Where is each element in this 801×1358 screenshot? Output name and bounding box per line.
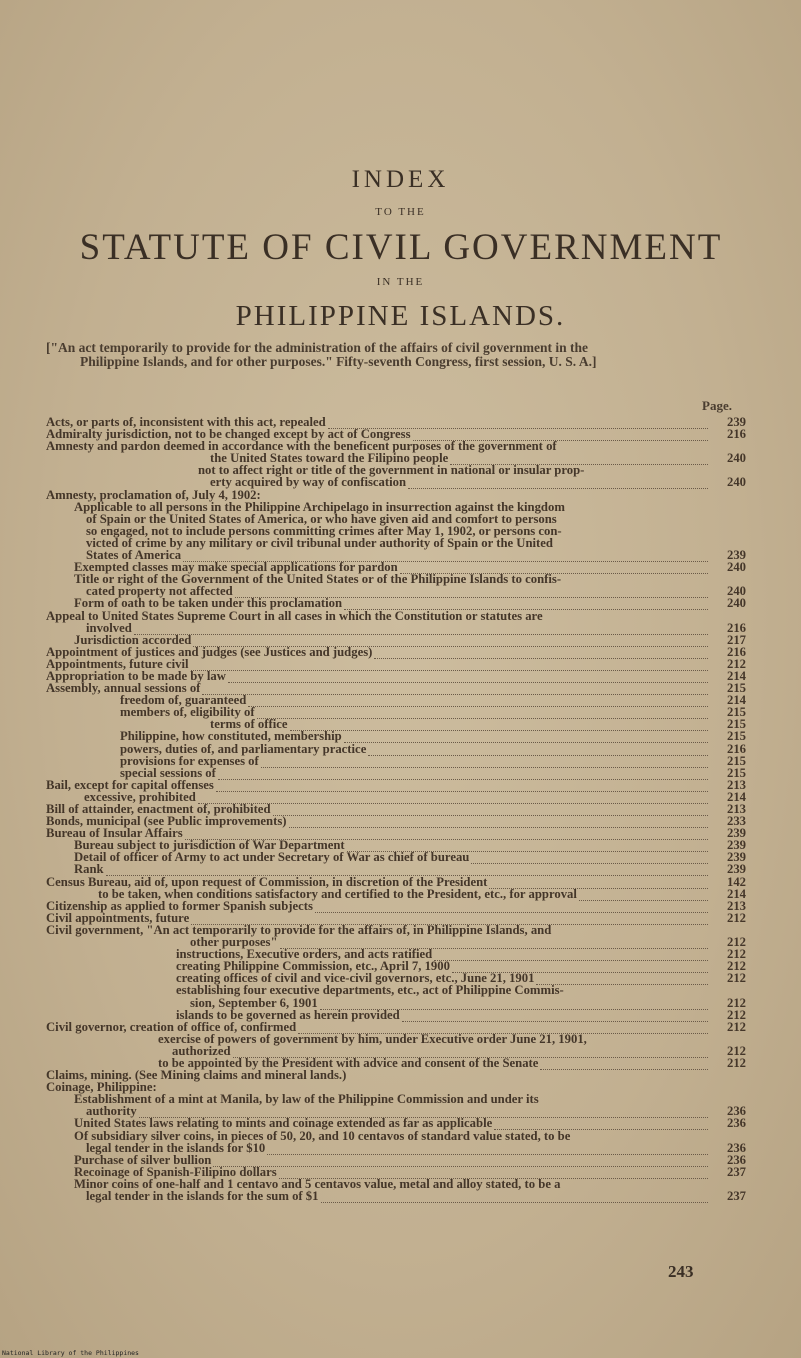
index-entry [46,984,746,996]
index-entry-text: of Spain or the United States of America, or who have given aid and comfort to persons [86,511,557,526]
index-entry-page: 212 [726,1019,746,1034]
index-entry-page: 215 [726,705,746,720]
index-entry [46,1033,746,1045]
subtitle-line-1: ["An act temporarily to provide for the administration of the affairs of civil government in the [46,340,589,355]
index-entry-text: to be appointed by the President with advice and consent of the Senate [158,1055,539,1070]
index-entry-page: 212 [726,971,746,986]
index-entry [46,597,746,609]
index-entry [46,851,746,863]
index-entry-page: 240 [726,451,746,466]
index-entry-page: 212 [726,1043,746,1058]
page-number: 243 [668,1262,694,1281]
index-entry-text: Detail of officer of Army to act under Secretary of War as chief of bureau [74,850,470,865]
act-subtitle [46,341,746,369]
index-entry [46,489,746,501]
index-entry [46,767,746,779]
index-entry [46,501,746,513]
index-entry-page: 215 [726,729,746,744]
index-entry [46,1009,746,1021]
index-entry-text: Applicable to all persons in the Philippine Archipelago in insurrection against the kingdom [74,499,565,514]
index-entry-text: sion, September 6, 1901 [190,995,318,1010]
index-entry-text: involved [86,620,132,635]
index-entry-text: creating Philippine Commission, etc., April 7, 1900 [176,959,450,974]
index-entry-page: 213 [726,802,746,816]
index-entry-page: 240 [726,560,746,575]
index-entry-text: Admiralty jurisdiction, not to be changed except by act of Congress [46,427,411,442]
index-entry-page: 212 [726,910,746,925]
index-entry [46,634,746,646]
dot-leader [134,622,708,635]
index-entry-page: 239 [726,838,746,853]
index-entry-page: 214 [726,886,746,901]
index-entry-text: powers, duties of, and parliamentary practice [120,741,367,756]
index-entry-page: 213 [726,898,746,913]
dot-leader [368,743,708,756]
index-entry-text: not to affect right or title of the government in national or insular prop- [198,463,585,478]
library-footer: National Library of the Philippines [2,1349,139,1357]
index-entry-page: 215 [726,717,746,732]
index-entry-text: Civil government, "An act temporarily to provide for the affairs of, in Philippine Islands, and [46,922,552,937]
index-entry-text: Purchase of silver bullion [74,1152,212,1167]
index-entry-text: Citizenship as applied to former Spanish subjects [46,898,313,913]
index-entry-page: 214 [726,693,746,708]
index-entry-page: 215 [726,681,746,696]
index-entry-text: cated property not affected [86,584,233,599]
index-entry-page: 239 [726,862,746,877]
index-entry [46,755,746,767]
dot-leader [289,815,708,828]
index-entry-page: 212 [726,935,746,950]
index-entry-page: 212 [726,1007,746,1022]
index-entry-page: 239 [726,415,746,429]
index-entry [46,1093,746,1105]
index-entry-text: Amnesty, proclamation of, July 4, 1902: [46,487,261,502]
index-entry [46,706,746,718]
index-entry-page: 216 [726,427,746,442]
index-entry-page: 236 [726,1116,746,1131]
index-entry-text: special sessions of [120,765,216,780]
dot-leader [579,888,708,901]
index-entry-page: 217 [726,632,746,647]
page-column-header: Page. [702,398,732,413]
index-entry-text: Acts, or parts of, inconsistent with this act, repealed [46,415,326,429]
index-entries [46,416,746,1202]
index-entry-page: 233 [726,814,746,829]
index-entry-text: Title or right of the Government of the United States or of the Philippine Islands to confis- [74,572,562,587]
dot-leader [228,670,708,683]
dot-leader [540,1057,708,1070]
index-entry [46,1021,746,1033]
dot-leader [218,767,708,780]
index-entry-text: legal tender in the islands for the sum of $1 [86,1189,319,1203]
philippine-islands-title: PHILIPPINE ISLANDS. [235,300,566,332]
index-entry-page: 216 [726,644,746,659]
index-entry-text: Appropriation to be made by law [46,668,226,683]
index-entry-text: Minor coins of one-half and 1 centavo and 5 centavos value, metal and alloy stated, to be a [74,1176,561,1191]
dot-leader [471,851,708,864]
subtitle-line-2: Philippine Islands, and for other purposes." Fifty-seventh Congress, first session, U. S. A.] [80,354,597,369]
index-entry-text: United States laws relating to mints and coinage extended as far as applicable [74,1116,493,1131]
index-entry-text: victed of crime by any military or civil tribunal under authority of Spain or the United [86,535,553,550]
dot-leader [257,706,708,719]
index-entry [46,863,746,875]
index-entry-text: Bail, except for capital offenses [46,777,214,792]
dot-leader [213,1154,708,1167]
index-entry-page: 216 [726,741,746,756]
index-entry-text: Establishment of a mint at Manila, by law of the Philippine Commission and under its [74,1092,539,1107]
index-heading: INDEX [351,166,450,193]
index-entry-text: so engaged, not to include persons committing crimes after May 1, 1902, or persons con- [86,523,562,538]
index-entry-text: Civil governor, creation of office of, confirmed [46,1019,297,1034]
in-the-label: IN THE [376,276,425,288]
dot-leader [402,1009,708,1022]
index-entry-text: Bill of attainder, enactment of, prohibited [46,802,271,816]
index-entry-page: 215 [726,753,746,768]
index-entry-page: 236 [726,1152,746,1167]
index-entry [46,876,746,888]
index-entry-text: authority [86,1104,137,1119]
index-entry-page: 213 [726,777,746,792]
index-entry-page: 212 [726,656,746,671]
index-entry-page: 237 [726,1164,746,1179]
dot-leader [273,803,708,816]
index-entry [46,476,746,488]
index-entry-text: Assembly, annual sessions of [46,681,201,696]
index-entry-page: 212 [726,959,746,974]
index-entry-text: Appointment of justices and judges (see Justices and judges) [46,644,373,659]
dot-leader [434,948,708,961]
index-entry-text: Coinage, Philippine: [46,1080,157,1095]
index-entry-page: 239 [726,548,746,563]
index-entry-text: legal tender in the islands for $10 [86,1140,266,1155]
dot-leader [248,694,708,707]
index-entry [46,1154,746,1166]
index-entry-page: 212 [726,1055,746,1070]
index-entry [46,743,746,755]
index-entry [46,1190,746,1202]
index-entry-text: Recoinage of Spanish-Filipino dollars [74,1164,277,1179]
dot-leader [321,1190,708,1203]
dot-leader [198,791,708,804]
index-entry-page: 236 [726,1140,746,1155]
index-entry-text: Amnesty and pardon deemed in accordance with the beneficent purposes of the government of [46,439,557,454]
index-entry-text: Bonds, municipal (see Public improvements) [46,814,287,829]
index-entry [46,622,746,634]
to-the-label: TO THE [375,206,426,218]
index-entry-text: islands to be governed as herein provided [176,1007,400,1022]
dot-leader [290,718,708,731]
index-entry-text: Of subsidiary silver coins, in pieces of 50, 20, and 10 centavos of standard value stated, to be [74,1128,571,1143]
index-entry-text: Jurisdiction accorded [74,632,192,647]
index-entry-text: Appeal to United States Supreme Court in all cases in which the Constitution or statutes are [46,608,543,623]
index-entry-page: 142 [726,874,746,889]
index-entry-text: exercise of powers of government by him, under Executive order June 21, 1901, [158,1031,587,1046]
index-entry-text: Form of oath to be taken under this proclamation [74,596,343,611]
index-entry-page: 215 [726,765,746,780]
index-entry-text: Appointments, future civil [46,656,189,671]
index-entry [46,1130,746,1142]
index-entry-text: freedom of, guaranteed [120,693,247,708]
dot-leader [315,900,708,913]
index-entry [46,997,746,1009]
index-entry-page: 216 [726,620,746,635]
index-entry-text: other purposes" [190,935,278,950]
index-entry-page: 212 [726,995,746,1010]
dot-leader [202,682,708,695]
statute-title: STATUTE OF CIVIL GOVERNMENT [79,227,723,268]
index-entry [46,730,746,742]
index-entry-page: 236 [726,1104,746,1119]
index-entry-text: Civil appointments, future [46,910,190,925]
index-entry-text: Rank [74,862,104,877]
index-entry-text: Bureau of Insular Affairs [46,826,183,841]
dot-leader [191,658,708,671]
index-entry-text: instructions, Executive orders, and acts ratified [176,947,433,962]
index-entry-page: 214 [726,668,746,683]
index-entry-page: 212 [726,947,746,962]
index-entry-text: provisions for expenses of [120,753,259,768]
index-entry-text: terms of office [210,717,288,732]
index-entry [46,1117,746,1129]
index-entry-page: 214 [726,789,746,804]
index-entry-text: Exempted classes may make special applications for pardon [74,560,398,575]
index-entry-text: establishing four executive departments, etc., act of Philippine Commis- [176,983,564,998]
index-entry [46,888,746,900]
index-entry-text: Bureau subject to jurisdiction of War Department [74,838,345,853]
dot-leader [344,730,708,743]
index-entry-page: 240 [726,596,746,611]
dot-leader [408,476,708,489]
dot-leader [374,646,708,659]
index-entry-page: 237 [726,1189,746,1203]
index-entry-page: 239 [726,850,746,865]
index-entry-text: the United States toward the Filipino people [210,451,449,466]
index-entry [46,610,746,622]
dot-leader [267,1142,708,1155]
index-entry [46,924,746,936]
index-entry-text: States of America [86,548,182,563]
dot-leader [261,755,708,768]
index-entry-page: 239 [726,826,746,841]
index-entry-text: authorized [172,1043,231,1058]
index-entry-text: creating offices of civil and vice-civil governors, etc., June 21, 1901 [176,971,535,986]
index-entry-text: Census Bureau, aid of, upon request of Commission, in discretion of the President [46,874,488,889]
index-entry-text: erty acquired by way of confiscation [210,475,407,490]
index-entry-page: 240 [726,584,746,599]
index-entry-text: Philippine, how constituted, membership [120,729,342,744]
index-entry [46,1142,746,1154]
index-entry-text: members of, eligibility of [120,705,255,720]
index-entry-text: Claims, mining. (See Mining claims and mineral lands.) [46,1068,347,1083]
index-entry-text: to be taken, when conditions satisfactory and certified to the President, etc., for approval [98,886,577,901]
dot-leader [216,779,708,792]
index-entry-page: 240 [726,475,746,490]
index-entry-text: excessive, prohibited [84,789,196,804]
